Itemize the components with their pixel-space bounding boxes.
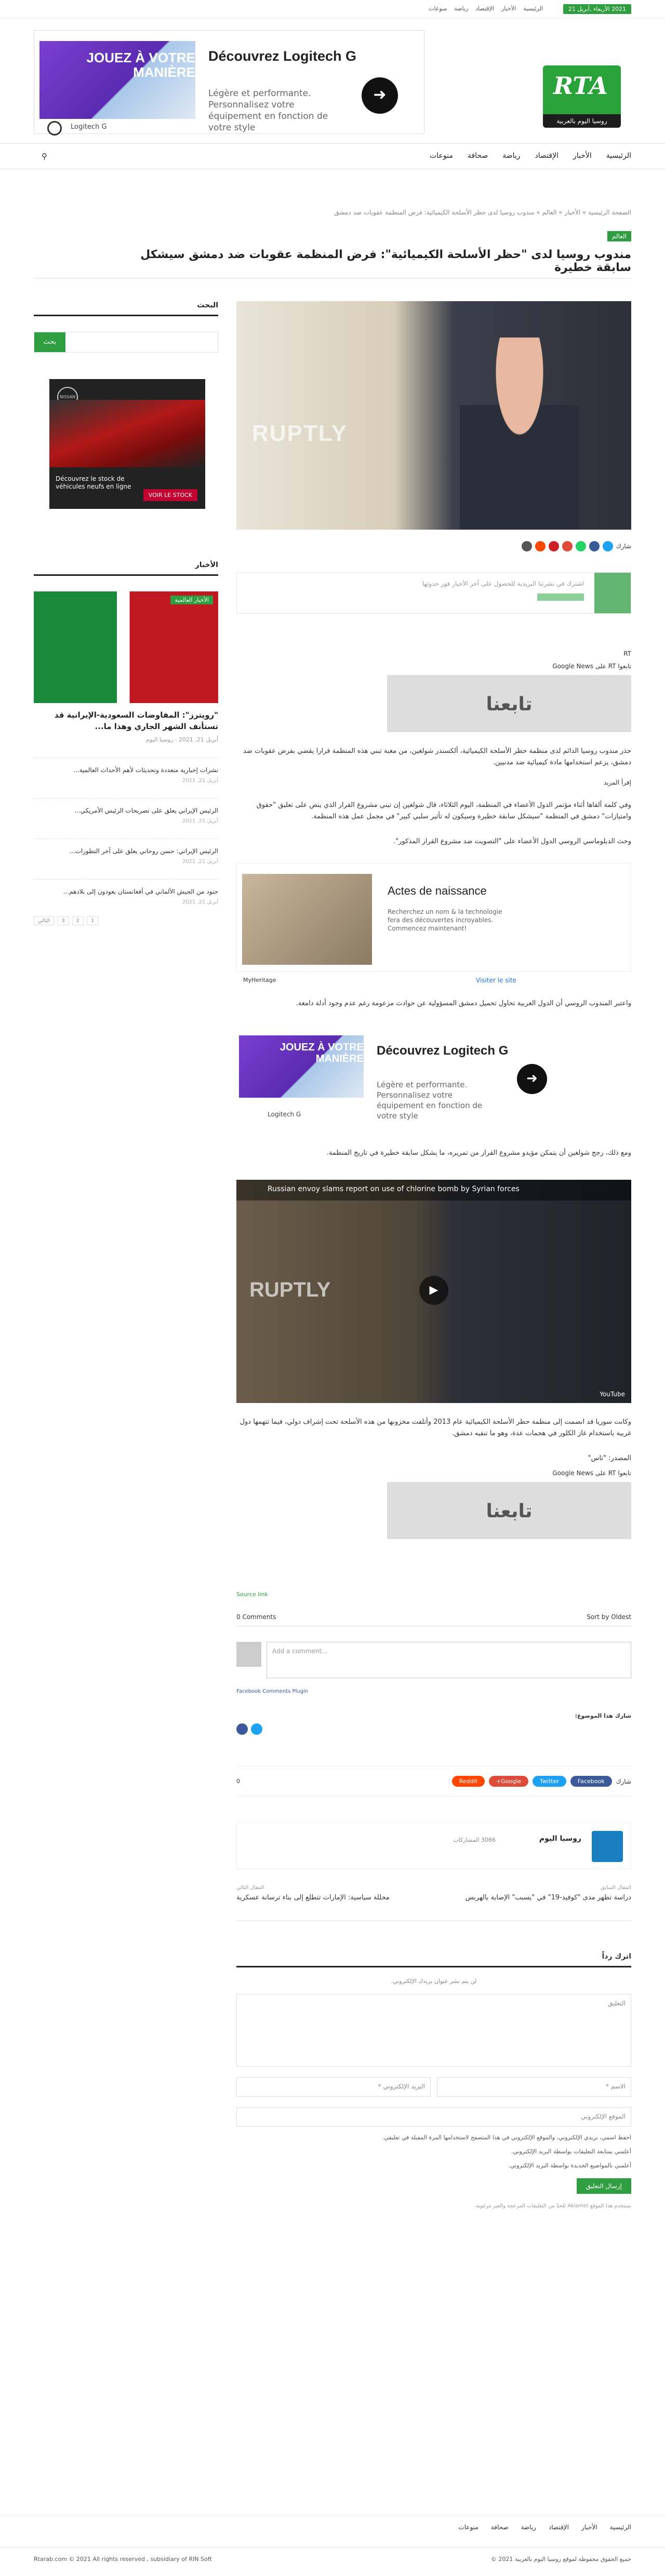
featured-news-title[interactable]: "رويترز": المفاوضات السعودية-الإيرانية قد تستأنف الشهر الجاري وهذا ما... bbox=[54, 710, 218, 731]
featured-news-image[interactable] bbox=[34, 591, 218, 703]
news-item-title[interactable]: جنود من الجيش الألماني في أفغانستان يعودون إلى بلادهم... bbox=[63, 888, 218, 895]
ad-heading: Découvrez Logitech G bbox=[208, 48, 357, 64]
news-item-meta: أبريل 21, 2021 bbox=[182, 859, 218, 865]
inline-ad-logitech[interactable] bbox=[236, 1030, 631, 1134]
newsletter-tease[interactable] bbox=[236, 572, 631, 614]
google-news-button[interactable] bbox=[387, 1482, 631, 1539]
comment-textarea[interactable]: التعليق bbox=[236, 1994, 631, 2067]
top-bar bbox=[0, 0, 665, 19]
footer-copyright-en: Rtarab.com © 2021 All rights reserved , subsidiary of RIN Soft bbox=[34, 2556, 212, 2562]
main-nav bbox=[0, 143, 665, 169]
twitter-share-button[interactable]: Twitter bbox=[533, 1776, 566, 1787]
share-label: شارك bbox=[616, 543, 631, 550]
share-row bbox=[236, 541, 631, 551]
footer-nav-news[interactable]: الأخبار bbox=[581, 2524, 597, 2531]
google-plus-share-button[interactable]: Google+ bbox=[489, 1776, 528, 1787]
newsletter-icon bbox=[594, 573, 631, 613]
logo-subtitle: روسيا اليوم بالعربية bbox=[543, 114, 621, 128]
google-news-button-label: تابعنا bbox=[486, 1501, 533, 1522]
logo-mark: RTA bbox=[553, 72, 608, 100]
ad-image bbox=[39, 41, 195, 119]
pagination bbox=[34, 916, 218, 925]
reply-note: لن يتم نشر عنوان بريدك الإلكتروني. bbox=[391, 1978, 477, 1985]
footer-copyright-ar: جميع الحقوق محفوظة لموقع روسيا اليوم بالعربية 2021 © bbox=[490, 2556, 631, 2562]
author-box bbox=[236, 1823, 631, 1869]
ad-body: Légère et performante. Personnalisez votre équipement en fonction de votre style bbox=[377, 1080, 483, 1121]
sidebar bbox=[34, 301, 218, 498]
video-title[interactable]: Russian envoy slams report on use of chlorine bomb by Syrian forces bbox=[236, 1180, 631, 1201]
author-avatar[interactable] bbox=[592, 1831, 623, 1862]
author-name[interactable]: روسيا اليوم bbox=[539, 1835, 581, 1843]
next-post-label: المقال التالي bbox=[236, 1885, 264, 1891]
ad-image-text: JOUEZ À VOTRE MANIÈRE bbox=[86, 50, 195, 80]
twitter-icon[interactable] bbox=[251, 1723, 262, 1735]
site-logo[interactable] bbox=[543, 65, 621, 128]
footer-nav bbox=[0, 2516, 665, 2537]
pager-3[interactable]: 3 bbox=[57, 916, 69, 925]
nav-item-misc[interactable]: منوعات bbox=[430, 152, 453, 160]
sidebar-search-button[interactable]: بحث bbox=[34, 332, 65, 352]
source-label: RT bbox=[623, 650, 631, 657]
list-item[interactable] bbox=[34, 758, 218, 784]
top-link-economy[interactable]: الإقتصاد bbox=[475, 5, 494, 12]
sidebar-ad-text: Découvrez le stock de véhicules neufs en ligne bbox=[56, 475, 131, 490]
facebook-icon[interactable] bbox=[236, 1723, 248, 1735]
save-info-checkbox[interactable]: احفظ اسمي، بريدي الإلكتروني، والموقع الإلكتروني في هذا المتصفح لاستخدامها المرة المقبلة في تعليقي. bbox=[382, 2134, 631, 2141]
date-badge: 2021 الأربعاء ,أبريل 21 bbox=[563, 4, 631, 14]
reply-fields bbox=[236, 2077, 631, 2097]
source-link[interactable]: Source link bbox=[236, 1591, 268, 1598]
follow-label: تابعوا RT على Google News bbox=[552, 663, 631, 670]
inline-ad-image bbox=[242, 874, 372, 965]
reply-form bbox=[236, 1952, 631, 2209]
inline-ad-sponsor: MyHeritage bbox=[243, 977, 276, 983]
hero-watermark: RUPTLY bbox=[252, 421, 348, 446]
list-item[interactable] bbox=[34, 839, 218, 865]
featured-badge[interactable]: الأخبار العالمية bbox=[170, 596, 213, 604]
hero-image bbox=[236, 301, 631, 530]
notify-comments-checkbox[interactable]: أعلمني بمتابعة التعليقات بواسطة البريد الإلكتروني. bbox=[511, 2148, 631, 2155]
footer-nav-economy[interactable]: الإقتصاد bbox=[549, 2524, 569, 2531]
inline-ad-heading: Actes de naissance bbox=[388, 884, 487, 897]
top-link-sports[interactable]: رياضة bbox=[454, 5, 469, 12]
play-icon[interactable]: ▶ bbox=[419, 1276, 448, 1305]
read-more-link[interactable]: إقرأ المزيد bbox=[603, 779, 631, 786]
news-item-meta: أبريل 21, 2021 bbox=[182, 899, 218, 905]
next-post-title[interactable]: محللة سياسية: الإمارات تتطلع إلى بناء ترسانة عسكرية bbox=[236, 1894, 390, 1901]
prev-post-title[interactable]: دراسة تظهر مدى "كوفيد-19" في "يسبب" الإصابة بالهربس bbox=[465, 1894, 631, 1901]
whatsapp-icon[interactable] bbox=[576, 541, 586, 551]
list-item[interactable] bbox=[34, 798, 218, 824]
footer-nav-sports[interactable]: رياضة bbox=[521, 2524, 537, 2531]
reddit-icon[interactable] bbox=[535, 541, 546, 551]
youtube-logo[interactable]: YouTube bbox=[600, 1391, 625, 1398]
share-block-label: شارك هذا الموضوع: bbox=[575, 1712, 631, 1719]
inline-ad[interactable] bbox=[236, 863, 631, 984]
article-body bbox=[236, 301, 631, 2209]
pinterest-icon[interactable] bbox=[549, 541, 559, 551]
share-count: 0 bbox=[236, 1778, 240, 1785]
ad-brand: Logitech G bbox=[268, 1111, 301, 1118]
share-block bbox=[236, 1712, 631, 1735]
top-link-misc[interactable]: منوعات bbox=[429, 5, 447, 12]
name-field[interactable]: الاسم * bbox=[437, 2077, 631, 2097]
flags-image bbox=[34, 591, 218, 703]
search-icon[interactable]: ⚲ bbox=[42, 152, 47, 161]
footer-nav-press[interactable]: صحافة bbox=[490, 2524, 509, 2531]
news-item-meta: أبريل 21, 2021 bbox=[182, 778, 218, 784]
video-embed[interactable] bbox=[236, 1180, 631, 1403]
pager-next[interactable]: التالي bbox=[34, 916, 54, 925]
nav-item-sports[interactable]: رياضة bbox=[502, 152, 521, 160]
website-field[interactable]: الموقع الإلكتروني bbox=[236, 2107, 631, 2127]
comments-sort[interactable]: Sort by Oldest bbox=[587, 1613, 631, 1621]
article-paragraph: وحث الدبلوماسي الروسي الدول الأعضاء على "التصويت ضد مشروع القرار المذكور". bbox=[393, 838, 631, 845]
facebook-plugin-link[interactable]: Facebook Comments Plugin bbox=[236, 1689, 309, 1694]
arrow-right-icon[interactable]: ➜ bbox=[517, 1064, 547, 1094]
share-bar bbox=[236, 1766, 631, 1797]
featured-news-meta: أبريل 21, 2021 · روسيا اليوم bbox=[146, 736, 218, 743]
facebook-icon[interactable] bbox=[589, 541, 600, 551]
ad-heading: Découvrez Logitech G bbox=[377, 1044, 509, 1058]
category-badge[interactable]: العالم bbox=[607, 231, 631, 241]
print-icon[interactable] bbox=[522, 541, 532, 551]
comment-box bbox=[236, 1642, 631, 1678]
post-navigation bbox=[236, 1885, 631, 1921]
newsletter-text: اشترك في نشرتنا البريدية للحصول على آخر الأخبار فور حدوثها bbox=[422, 580, 584, 587]
ad-body: Légère et performante. Personnalisez votre équipement en fonction de votre style bbox=[208, 88, 328, 133]
divider bbox=[34, 278, 631, 279]
news-item-meta: أبريل 21, 2021 bbox=[182, 818, 218, 824]
google-news-button-label: تابعنا bbox=[486, 694, 533, 715]
site-footer bbox=[0, 2547, 665, 2576]
google-news-button[interactable] bbox=[387, 675, 631, 732]
nav-item-home[interactable]: الرئيسية bbox=[606, 152, 631, 160]
ad-image-text: JOUEZ À VOTRE MANIÈRE bbox=[280, 1042, 364, 1064]
footer-nav-misc[interactable]: منوعات bbox=[458, 2524, 478, 2531]
notify-posts-checkbox[interactable]: أعلمني بالمواضيع الجديدة بواسطة البريد الإلكتروني. bbox=[508, 2162, 631, 2169]
follow-label: تابعوا RT على Google News bbox=[552, 1469, 631, 1477]
reddit-share-button[interactable]: Reddit bbox=[452, 1776, 485, 1787]
submit-comment-button[interactable]: إرسال التعليق bbox=[577, 2178, 631, 2194]
ad-car-image bbox=[49, 400, 205, 467]
article-paragraph: حذر مندوب روسيا الدائم لدى منظمة حظر الأسلحة الكيميائية، ألكسندر شولغين، من مغبة تبني هذه المنظمة قرارا يقضي بفرض عقوبات ضد دمشق، يزعم استخدامها مادة كيميائية ضد مدنيين. bbox=[243, 747, 631, 766]
arrow-right-icon[interactable]: ➜ bbox=[362, 77, 398, 114]
sidebar-ad[interactable] bbox=[49, 379, 205, 509]
banner-ad[interactable] bbox=[34, 30, 424, 134]
newsletter-bar bbox=[537, 594, 584, 601]
pager-1[interactable]: 1 bbox=[87, 916, 98, 925]
avatar bbox=[236, 1642, 261, 1667]
next-post[interactable] bbox=[236, 1885, 423, 1901]
share-bar-label: شارك bbox=[616, 1777, 631, 1785]
news-item-title[interactable]: الرئيس الإيراني يعلق على تصريحات الرئيس الأمريكي... bbox=[74, 807, 218, 814]
article-paragraph: وكانت سوريا قد انضمت إلى منظمة حظر الأسلحة الكيميائية عام 2013 وأتلفت مخزونها من هذه الأسلحة تحت إشراف دولي، فيما تتهمها دول غربية باستخدام غاز الكلور في هجمات عدة، وهو ما تنفيه دمشق. bbox=[240, 1418, 631, 1437]
akismet-note: يستخدم هذا الموقع Akismet للحدّ من التعليقات المزعجة والغير مرغوبة. bbox=[474, 2203, 631, 2209]
inline-ad-cta[interactable]: Visiter le site bbox=[476, 977, 516, 984]
top-link-news[interactable]: الأخبار bbox=[501, 5, 516, 12]
news-item-title[interactable]: الرئيس الإيراني: حسن روحاني يعلق على آخر التطورات... bbox=[69, 847, 218, 855]
pager-2[interactable]: 2 bbox=[72, 916, 84, 925]
source-name: المصدر: "تاس" bbox=[588, 1454, 631, 1462]
news-item-title[interactable]: نشرات إخبارية متعددة وتحديثات لأهم الأحداث العالمية... bbox=[73, 766, 218, 774]
comments-header bbox=[236, 1613, 631, 1626]
nav-item-economy[interactable]: الإقتصاد bbox=[535, 152, 558, 160]
sidebar-news bbox=[34, 561, 218, 925]
comment-input[interactable]: Add a comment... bbox=[267, 1642, 631, 1678]
ad-brand: Logitech G bbox=[71, 123, 107, 131]
sidebar-ad-cta[interactable]: VOIR LE STOCK bbox=[143, 489, 197, 501]
sidebar-search-input[interactable] bbox=[34, 332, 218, 353]
article-paragraph: وفي كلمة ألقاها أثناء مؤتمر الدول الأعضاء في المنظمة، اليوم الثلاثاء، قال شولغين إن تبني مشروع القرار الذي ينص على تعليق "حقوق وامتيازات" دمشق في المنظمة "سيشكل سابقة خطيرة وسيكون له تأثير سلبي كبير" في مجمل عمل هذه المنظمة. bbox=[256, 801, 631, 820]
comments-count: 0 Comments bbox=[236, 1613, 276, 1621]
nissan-logo: NISSAN bbox=[57, 387, 78, 408]
nav-item-news[interactable]: الأخبار bbox=[573, 152, 592, 160]
sidebar-search-heading: البحث bbox=[34, 301, 218, 316]
site-header bbox=[0, 19, 665, 143]
google-plus-icon[interactable] bbox=[562, 541, 573, 551]
share-block-icons bbox=[236, 1723, 631, 1735]
article-paragraph: واعتبر المندوب الروسي أن الدول الغربية تحاول تحميل دمشق المسؤولية عن حوادث مزعومة رغم عدم وجود أدلة دامغة. bbox=[296, 1000, 631, 1007]
list-item[interactable] bbox=[34, 879, 218, 905]
email-field[interactable]: البريد الإلكتروني * bbox=[236, 2077, 431, 2097]
twitter-icon[interactable] bbox=[603, 541, 613, 551]
nav-item-press[interactable]: صحافة bbox=[467, 152, 488, 160]
article-paragraph: ومع ذلك، رجح شولغين أن يتمكن مؤيدو مشروع القرار من تمريره، ما يشكل سابقة خطيرة في تاريخ المنظمة. bbox=[326, 1149, 631, 1157]
video-watermark: RUPTLY bbox=[249, 1278, 331, 1301]
prev-post-label: المقال السابق bbox=[600, 1885, 631, 1891]
article-title: مندوب روسيا لدى "حظر الأسلحة الكيميائية": فرض المنظمة عقوبات ضد دمشق سيشكل سابقة خطيرة bbox=[140, 248, 631, 274]
sidebar-news-heading: الأخبار bbox=[34, 561, 218, 576]
footer-nav-home[interactable]: الرئيسية bbox=[609, 2524, 631, 2531]
inline-ad-body: Recherchez un nom & la technologie fera des découvertes incroyables. Commencez maintenant! bbox=[388, 908, 502, 932]
speaker-figure bbox=[460, 338, 579, 530]
breadcrumb: الصفحة الرئيسية » الأخبار » العالم » مندوب روسيا لدى حظر الأسلحة الكيميائية: فرض المنظمة عقوبات ضد دمشق bbox=[334, 209, 631, 216]
facebook-share-button[interactable]: Facebook bbox=[570, 1776, 612, 1787]
reply-heading: اترك رداً bbox=[236, 1952, 631, 1967]
ad-image bbox=[239, 1035, 364, 1098]
prev-post[interactable] bbox=[444, 1885, 631, 1901]
top-links bbox=[429, 5, 543, 12]
author-post-count: 3066 المشاركات bbox=[453, 1837, 496, 1843]
top-link-home[interactable]: الرئيسية bbox=[523, 5, 543, 12]
